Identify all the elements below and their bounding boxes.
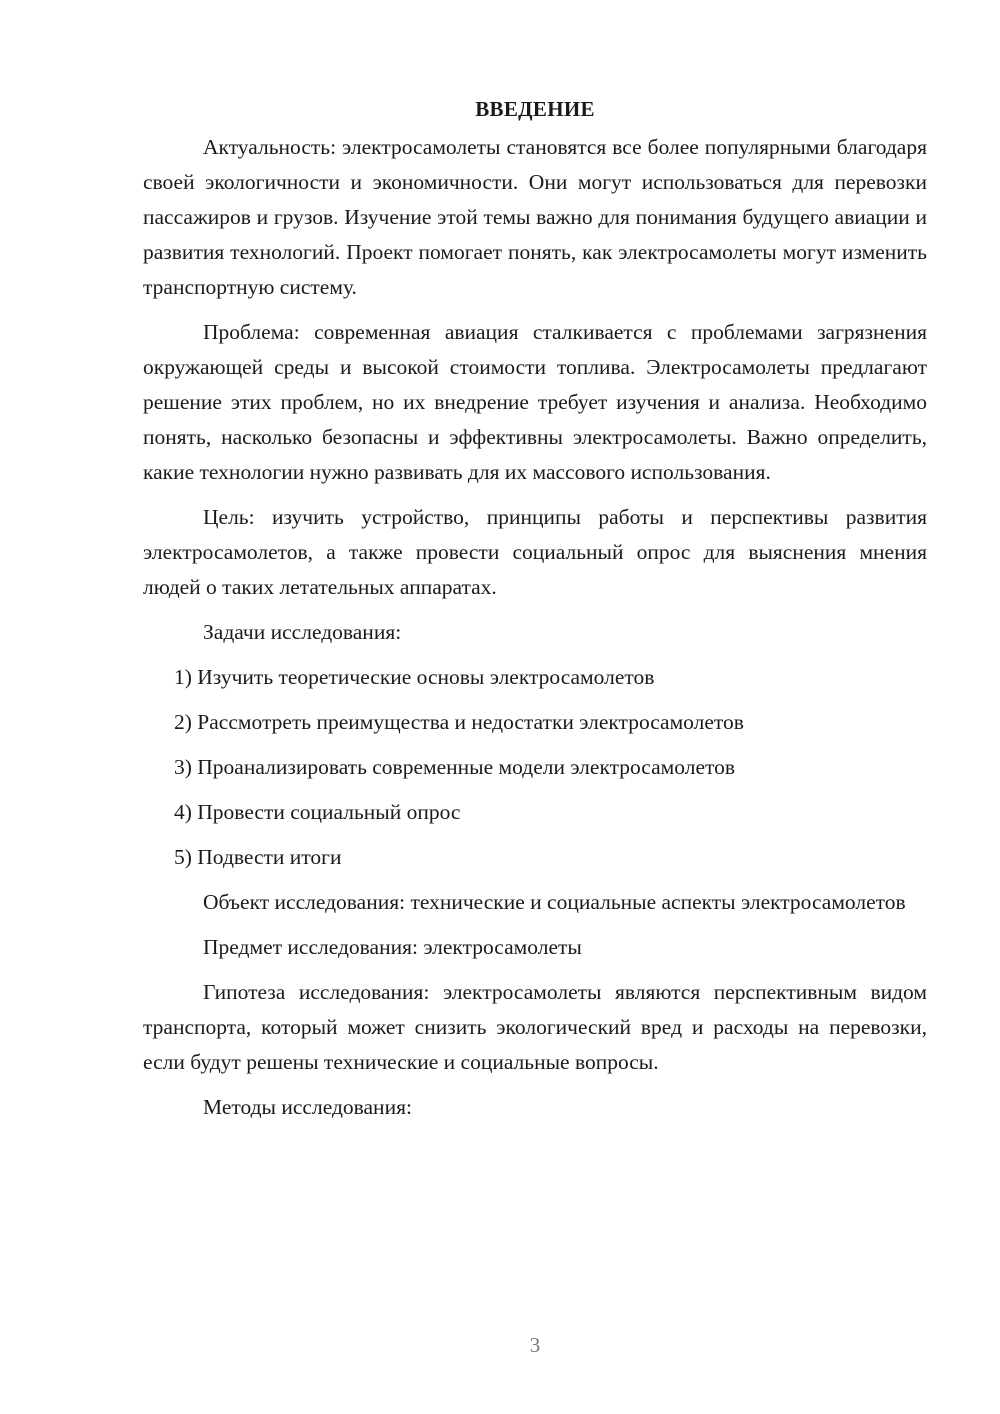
task-item: 1) Изучить теоретические основы электросамолетов — [174, 665, 655, 689]
subject-paragraph: Предмет исследования: электросамолеты — [203, 935, 582, 959]
hypothesis-paragraph: Гипотеза исследования: электросамолеты являются перспективным видом транспорта, который может снизить экологический вред и расходы на перевозки, если будут решены технические и социальные вопросы. — [143, 980, 927, 1074]
tasks-list — [143, 660, 927, 875]
object-paragraph: Объект исследования: технические и социальные аспекты электросамолетов — [203, 890, 906, 914]
goal-paragraph: Цель: изучить устройство, принципы работы и перспективы развития электросамолетов, а также провести социальный опрос для выяснения мнения людей о таких летательных аппаратах. — [143, 505, 927, 599]
methods-title: Методы исследования: — [203, 1095, 412, 1119]
task-item: 2) Рассмотреть преимущества и недостатки электросамолетов — [174, 710, 744, 734]
page-number: 3 — [529, 1333, 541, 1357]
task-item: 5) Подвести итоги — [174, 845, 342, 869]
task-item: 3) Проанализировать современные модели электросамолетов — [174, 755, 736, 779]
relevance-paragraph: Актуальность: электросамолеты становятся все более популярными благодаря своей экологичности и экономичности. Они могут использоваться для перевозки пассажиров и грузов. Изучение этой темы важно для понимания будущего авиации и развития технологий. Проект помогает понять, как электросамолеты могут изменить транспортную систему. — [143, 135, 927, 299]
problem-paragraph: Проблема: современная авиация сталкивается с проблемами загрязнения окружающей среды и высокой стоимости топлива. Электросамолеты предлагают решение этих проблем, но их внедрение требует изучения и анализа. Необходимо понять, насколько безопасны и эффективны электросамолеты. Важно определить, какие технологии нужно развивать для их массового использования. — [143, 320, 927, 484]
tasks-title: Задачи исследования: — [203, 620, 402, 644]
section-heading: ВВЕДЕНИЕ — [475, 97, 595, 121]
task-item: 4) Провести социальный опрос — [174, 800, 461, 824]
page-content — [143, 92, 927, 1135]
